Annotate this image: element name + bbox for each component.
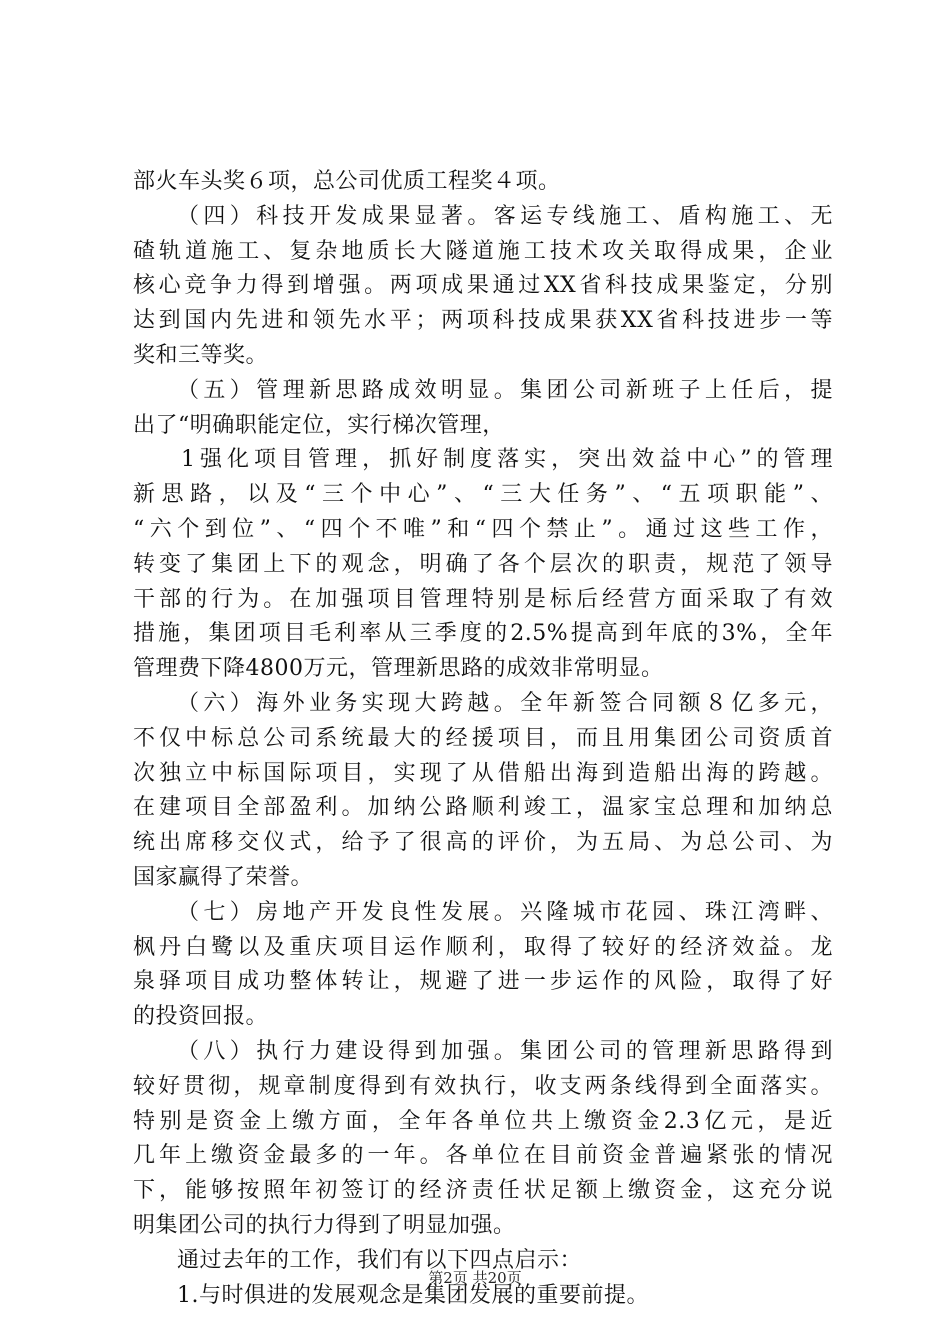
page-footer: [0, 1268, 950, 1288]
text-line: 次独立中标国际项目，实现了从借船出海到造船出海的跨越。: [133, 760, 833, 786]
text-line: 统出席移交仪式，给予了很高的评价，为五局、为总公司、为: [133, 830, 833, 856]
text-line: 的投资回报。: [133, 1004, 269, 1030]
text-line: 新思路，以及“三个中心”、“三大任务”、“五项职能”、: [133, 482, 833, 508]
text-line: 在建项目全部盈利。加纳公路顺利竣工，温家宝总理和加纳总: [133, 795, 833, 821]
text-line: （五）管理新思路成效明显。集团公司新班子上任后，提: [177, 377, 833, 403]
text-line: 措施，集团项目毛利率从三季度的2.5%提高到年底的3%，全年: [133, 621, 833, 647]
text-line: （七）房地产开发良性发展。兴隆城市花园、珠江湾畔、: [177, 899, 833, 925]
text-line: 枫丹白鹭以及重庆项目运作顺利，取得了较好的经济效益。龙: [133, 934, 833, 960]
text-line: 管理费下降4800万元，管理新思路的成效非常明显。: [133, 656, 664, 682]
text-line: （八）执行力建设得到加强。集团公司的管理新思路得到: [177, 1038, 833, 1064]
text-line: 不仅中标总公司系统最大的经援项目，而且用集团公司资质首: [133, 725, 833, 751]
text-line: 部火车头奖６项，总公司优质工程奖４项。: [133, 169, 561, 194]
text-line: 下，能够按照年初签订的经济责任状足额上缴资金，这充分说: [133, 1178, 833, 1204]
text-line: 核心竞争力得到增强。两项成果通过XX省科技成果鉴定，分别: [133, 273, 833, 299]
text-line: 明集团公司的执行力得到了明显加强。: [133, 1212, 516, 1238]
text-line: 特别是资金上缴方面，全年各单位共上缴资金2.3亿元，是近: [133, 1108, 833, 1134]
text-line: 1.与时俱进的发展观念是集团发展的重要前提。: [177, 1282, 649, 1308]
text-line: 碴轨道施工、复杂地质长大隧道施工技术攻关取得成果，企业: [133, 238, 833, 264]
text-line: （四）科技开发成果显著。客运专线施工、盾构施工、无: [177, 203, 833, 229]
text-line: 较好贯彻，规章制度得到有效执行，收支两条线得到全面落实。: [133, 1073, 833, 1099]
text-line: 几年上缴资金最多的一年。各单位在目前资金普遍紧张的情况: [133, 1143, 833, 1169]
text-line: 转变了集团上下的观念，明确了各个层次的职责，规范了领导: [133, 551, 833, 577]
text-line: 1强化项目管理，抓好制度落实，突出效益中心”的管理: [181, 447, 833, 473]
text-line: 国家赢得了荣誉。: [133, 864, 314, 890]
text-line: “六个到位”、“四个不唯”和“四个禁止”。通过这些工作，: [133, 516, 833, 542]
text-line: 干部的行为。在加强项目管理特别是标后经营方面采取了有效: [133, 586, 833, 612]
text-line: 泉驿项目成功整体转让，规避了进一步运作的风险，取得了好: [133, 969, 833, 995]
text-line: 出了“明确职能定位，实行梯次管理，: [133, 412, 505, 438]
text-line: 达到国内先进和领先水平；两项科技成果获XX省科技进步一等: [133, 308, 833, 334]
text-line: 奖和三等奖。: [133, 342, 269, 368]
page-number-label: 第2页 共20页: [428, 1269, 522, 1287]
document-body: [133, 165, 833, 1313]
text-line: 通过去年的工作，我们有以下四点启示：: [177, 1247, 583, 1273]
text-line: （六）海外业务实现大跨越。全年新签合同额８亿多元，: [177, 690, 833, 716]
